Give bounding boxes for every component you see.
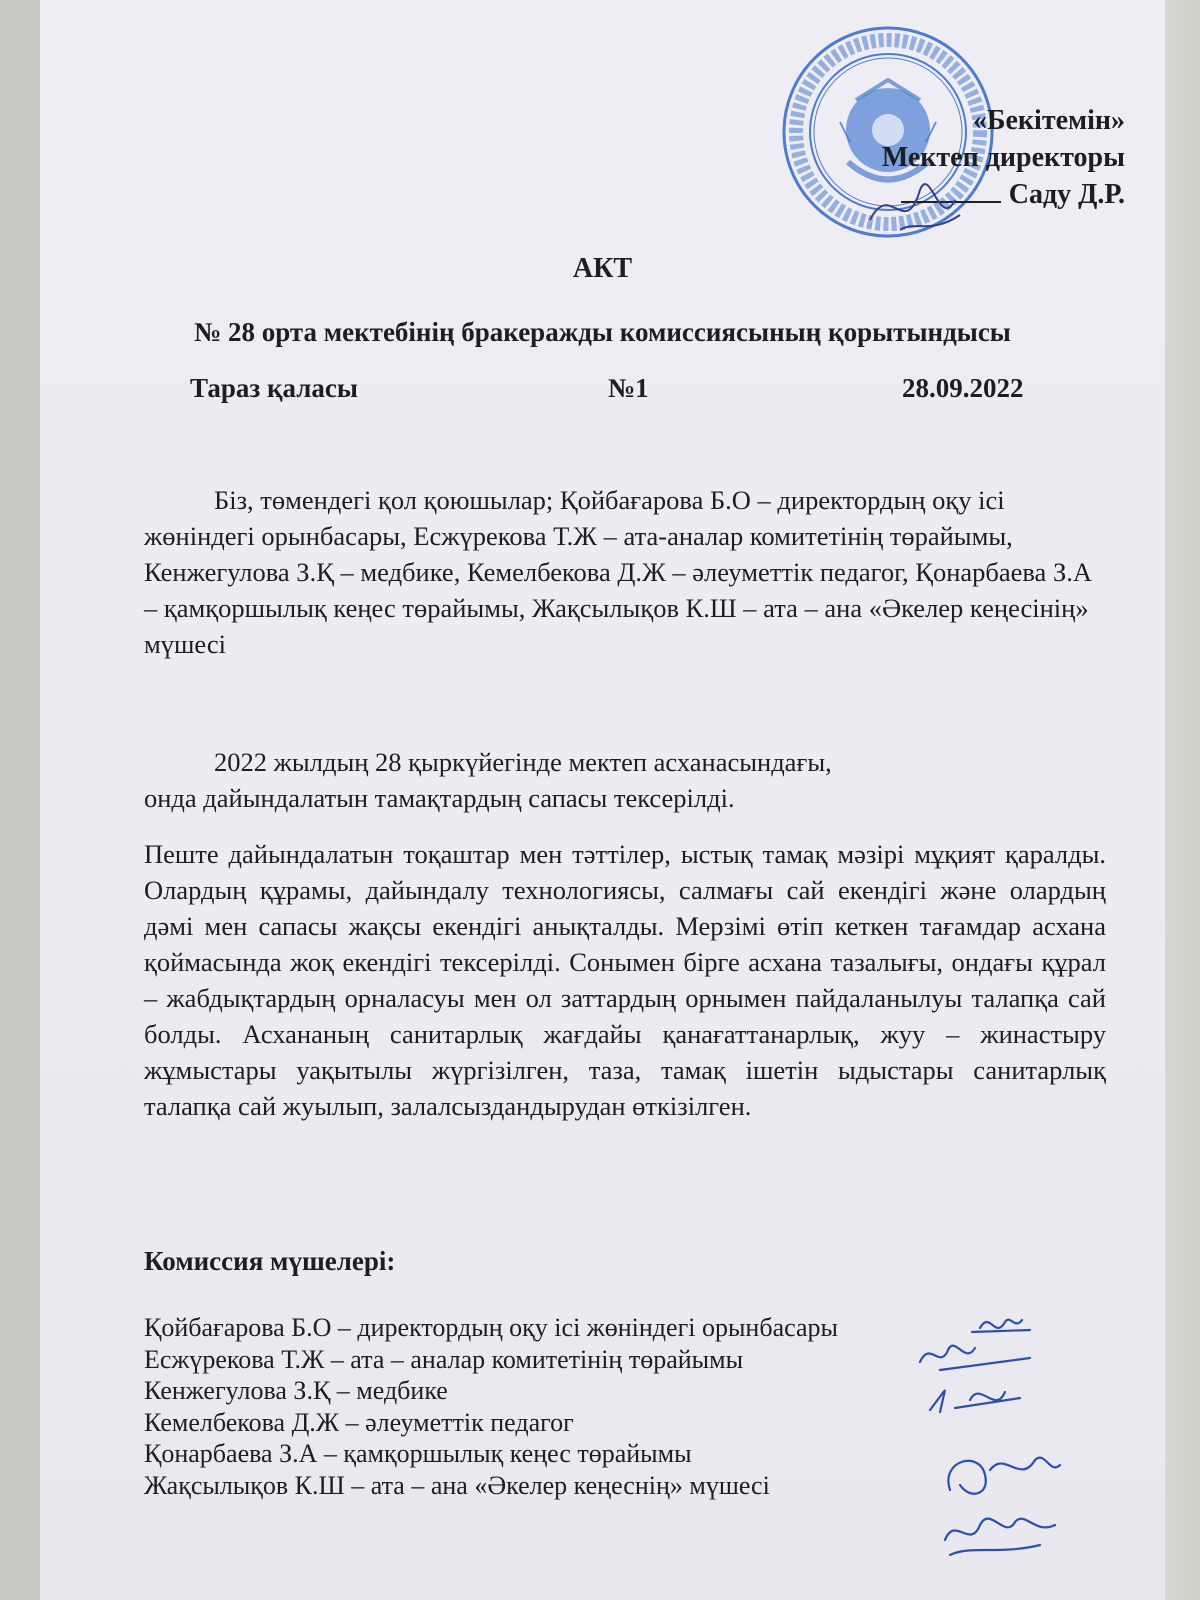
- member-item: Қонарбаева З.А – қамқоршылық кеңес төрайымы: [144, 1439, 692, 1468]
- members-list: [144, 1312, 838, 1501]
- member-item: Қойбағарова Б.О – директордың оқу ісі жөніндегі орынбасары: [144, 1313, 838, 1342]
- document-title: АКТ: [572, 253, 633, 284]
- member-signatures: [910, 1300, 1110, 1590]
- approval-heading: «Бекітемін»: [972, 105, 1125, 136]
- signature-3: [930, 1390, 1020, 1412]
- signature-4: [948, 1458, 1060, 1494]
- member-item: Кемелбекова Д.Ж – әлеуметтік педагог: [144, 1407, 574, 1437]
- paragraph-inspection-date: 2022 жылдың 28 қыркүйегінде мектеп асханасындағы, онда дайындалатын тамақтардың сапасы тексерілді.: [144, 747, 832, 813]
- signature-2: [920, 1346, 1030, 1370]
- members-heading: Комиссия мүшелері:: [144, 1246, 396, 1276]
- approval-position: Мектеп директоры: [881, 142, 1125, 173]
- signature-1: [972, 1320, 1030, 1332]
- document-city: Тараз қаласы: [190, 373, 358, 403]
- document-page: [40, 0, 1165, 1600]
- paragraph-signatories: Біз, төмендегі қол қоюшылар; Қойбағарова Б.О – директордың оқу ісі жөніндегі орынбасары, Есжүрекова Т.Ж – ата-аналар комитетінің төрайымы, Кенжегулова З.Қ – медбике, Кемелбекова Д.Ж – әлеуметтік педагог, Қонарбаева З.А – қамқоршылық кеңес төрайымы, Жақсылықов К.Ш – ата – ана «Әкелер кеңесінің» мүшесі: [144, 485, 1092, 659]
- member-item: Есжүрекова Т.Ж – ата – аналар комитетінің төрайымы: [144, 1344, 744, 1374]
- member-item: Жақсылықов К.Ш – ата – ана «Әкелер кеңеснің» мүшесі: [144, 1470, 770, 1500]
- director-signature: [860, 160, 970, 250]
- document-number: №1: [608, 373, 649, 403]
- paragraph-inspection-results: Пеште дайындалатын тоқаштар мен тәттілер, ыстық тамақ мәзірі мұқият қаралды. Олардың құрамы, дайындалу технологиясы, салмағы сай екендігі және олардың дәмі мен сапасы жақсы екендігі анықталды. Мерзімі өтіп кеткен тағамдар асхана қоймасында жоқ екендігі тексерілді. Сонымен бірге асхана тазалығы, ондағы құрал – жабдықтардың орналасуы мен ол заттардың орнымен пайдаланылуы талапқа сай болды. Асхананың санитарлық жағдайы қанағаттанарлық, жуу – жинастыру жұмыстары уақытылы жүргізілген, таза, тамақ ішетін ыдыстары санитарлық талапқа сай жуылып, залалсыздандырудан өткізілген.: [144, 839, 1106, 1121]
- signature-5: [945, 1519, 1055, 1555]
- document-date: 28.09.2022: [902, 373, 1024, 403]
- director-name: Саду Д.Р.: [1008, 179, 1125, 210]
- document-subtitle: № 28 орта мектебінің бракеражды комиссиясының қорытындысы: [194, 317, 1011, 347]
- member-item: Кенжегулова З.Қ – медбике: [144, 1376, 448, 1405]
